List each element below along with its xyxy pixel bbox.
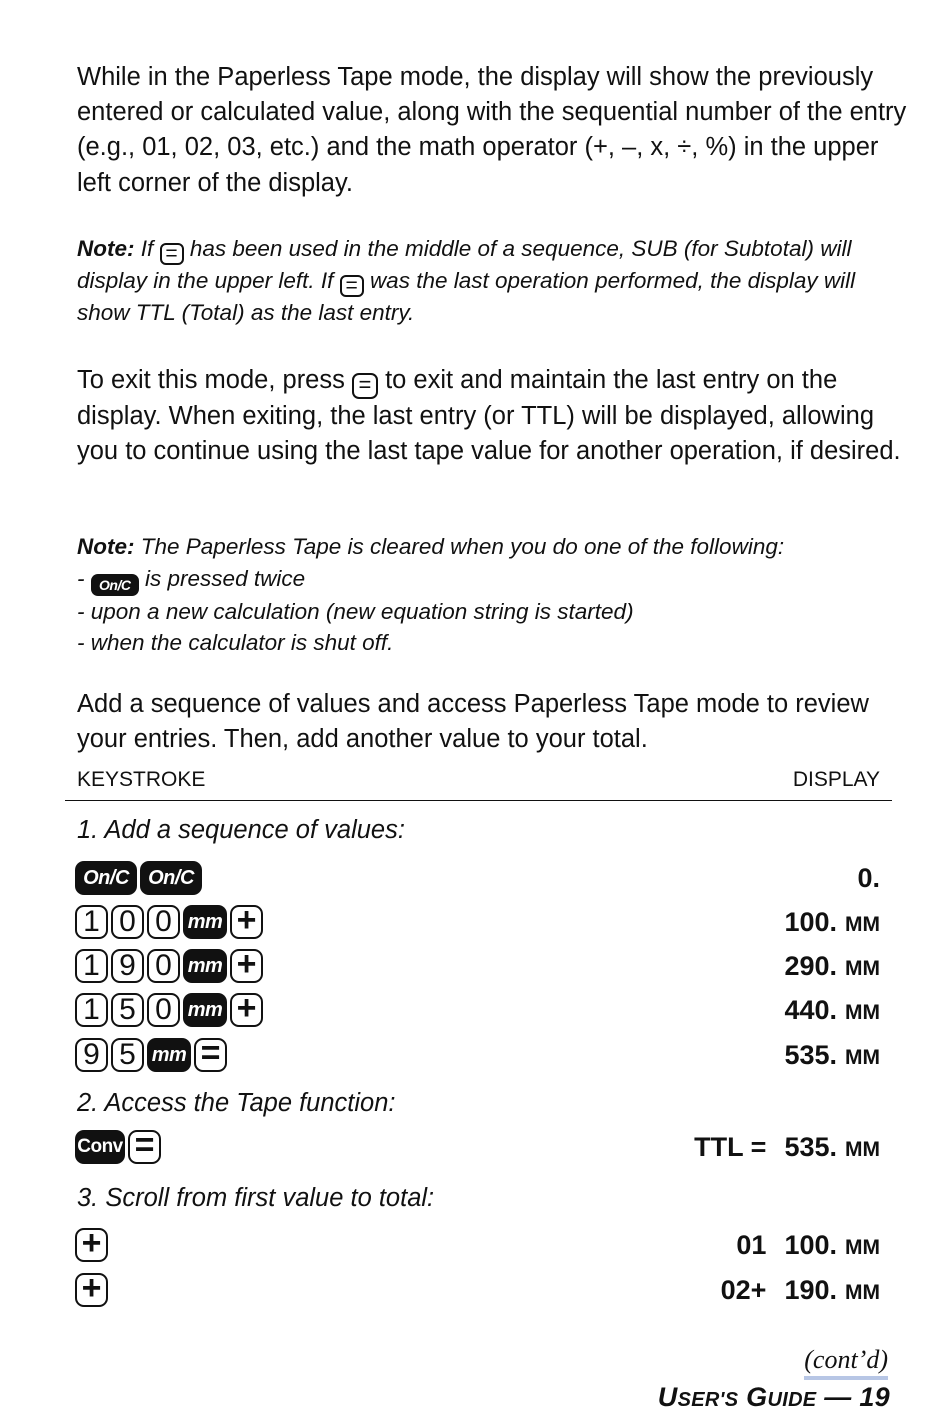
display-number: 100. <box>784 907 837 937</box>
plus-key-icon: + <box>75 1228 108 1262</box>
exit-text: to exit and maintain the last entry on the display. When exiting, the last entry (or TTL) will be displayed, allowing you to continue using the last tape value for another operation, if desired. <box>77 366 901 466</box>
display-value <box>784 1038 880 1072</box>
plus-key-icon: + <box>230 993 263 1027</box>
keystroke-sequence <box>75 945 263 983</box>
display-indicator: TTL = <box>694 1132 767 1162</box>
display-column-header: DISPLAY <box>792 768 880 791</box>
digit-5-key-icon: 5 <box>111 993 144 1027</box>
equals-key-icon: = <box>340 275 364 297</box>
note-item-prefix: - <box>77 565 85 591</box>
conv-key-icon: Conv <box>75 1130 125 1164</box>
display-value <box>736 1228 880 1262</box>
onc-key-icon: On/C <box>140 861 202 895</box>
keystroke-sequence <box>75 1269 108 1307</box>
table-header <box>77 768 880 794</box>
page-number: — 19 <box>816 1382 890 1412</box>
keystroke-sequence <box>75 861 202 895</box>
keystroke-sequence <box>75 1224 108 1262</box>
display-value <box>694 1130 880 1164</box>
note-label: Note: <box>77 236 135 261</box>
page-footer <box>658 1382 890 1413</box>
digit-9-key-icon: 9 <box>111 949 144 983</box>
display-value <box>784 949 880 983</box>
digit-0-key-icon: 0 <box>147 949 180 983</box>
plus-key-icon: + <box>75 1273 108 1307</box>
digit-1-key-icon: 1 <box>75 905 108 939</box>
display-unit: MM <box>845 1046 880 1069</box>
mm-key-icon: mm <box>183 993 227 1027</box>
exit-paragraph <box>77 363 907 469</box>
footer-text: U <box>657 1382 678 1412</box>
continued-marker: (cont’d) <box>804 1345 888 1380</box>
display-number: 440. <box>784 995 837 1025</box>
table-row <box>75 945 880 983</box>
table-row <box>75 989 880 1027</box>
step-3-label: 3. Scroll from first value to total: <box>77 1184 435 1212</box>
header-divider <box>65 800 892 801</box>
mm-key-icon: mm <box>183 905 227 939</box>
equals-key-icon: = <box>352 373 378 399</box>
footer-text: UIDE <box>767 1389 817 1411</box>
keystroke-sequence <box>75 1126 161 1164</box>
table-row <box>75 1034 880 1072</box>
equals-key-icon: = <box>128 1130 161 1164</box>
note-text: The Paperless Tape is cleared when you do one of the following: <box>140 534 785 559</box>
note-label: Note: <box>77 534 135 559</box>
display-number: 535. <box>784 1040 837 1070</box>
plus-key-icon: + <box>230 905 263 939</box>
display-number: 290. <box>784 951 837 981</box>
note-text: If <box>140 236 154 261</box>
keystroke-sequence <box>75 989 263 1027</box>
equals-key-icon: = <box>160 243 184 265</box>
table-row <box>75 1269 880 1307</box>
onc-key-icon: On/C <box>75 861 137 895</box>
note-text: has been used in the middle of a sequence, SUB (for Subtotal) will display in the upper left. If <box>77 236 852 293</box>
keystroke-sequence <box>75 901 263 939</box>
note-item: is pressed twice <box>145 565 306 591</box>
display-unit: MM <box>845 913 880 936</box>
display-indicator: 02+ <box>720 1275 767 1305</box>
note-subtotal <box>77 233 907 329</box>
display-value <box>784 905 880 939</box>
keystroke-sequence <box>75 1034 227 1072</box>
note-text: was the last operation performed, the display will show TTL (Total) as the last entry. <box>77 268 856 325</box>
footer-text: 'S <box>719 1389 739 1411</box>
footer-text: SER <box>677 1389 720 1411</box>
table-row <box>75 861 880 895</box>
display-number: 100. <box>784 1230 837 1260</box>
display-unit: MM <box>845 1001 880 1024</box>
display-value <box>721 1273 880 1307</box>
digit-0-key-icon: 0 <box>147 905 180 939</box>
note-clear-tape <box>77 531 907 659</box>
digit-0-key-icon: 0 <box>147 993 180 1027</box>
mm-key-icon: mm <box>147 1038 191 1072</box>
table-row <box>75 1224 880 1262</box>
table-row <box>75 901 880 939</box>
display-unit: MM <box>845 1281 880 1304</box>
digit-1-key-icon: 1 <box>75 949 108 983</box>
note-item: - upon a new calculation (new equation string is started) <box>77 598 634 624</box>
keystroke-column-header: KEYSTROKE <box>77 768 206 791</box>
digit-1-key-icon: 1 <box>75 993 108 1027</box>
display-value <box>784 993 880 1027</box>
intro-paragraph: While in the Paperless Tape mode, the display will show the previously entered or calculated value, along with the sequential number of the entry (e.g., 01, 02, 03, etc.) and the math operator (+, –, x, ÷, %) in the upper left corner of the display. <box>77 63 907 197</box>
digit-5-key-icon: 5 <box>111 1038 144 1072</box>
example-paragraph: Add a sequence of values and access Paperless Tape mode to review your entries. Then, add another value to your total. <box>77 690 869 754</box>
display-value <box>857 861 880 895</box>
exit-text: To exit this mode, press <box>77 366 345 394</box>
display-number: 535. <box>784 1132 837 1162</box>
display-number: 190. <box>784 1275 837 1305</box>
step-1-label: 1. Add a sequence of values: <box>77 816 405 844</box>
mm-key-icon: mm <box>183 949 227 983</box>
display-indicator: 01 <box>736 1230 767 1260</box>
display-number: 0. <box>857 863 880 893</box>
digit-9-key-icon: 9 <box>75 1038 108 1072</box>
plus-key-icon: + <box>230 949 263 983</box>
display-unit: MM <box>845 1138 880 1161</box>
display-unit: MM <box>845 1236 880 1259</box>
note-item: - when the calculator is shut off. <box>77 630 394 655</box>
onc-key-icon: On/C <box>91 574 139 596</box>
table-row <box>75 1126 880 1164</box>
footer-text: G <box>746 1382 768 1412</box>
equals-key-icon: = <box>194 1038 227 1072</box>
display-unit: MM <box>845 957 880 980</box>
step-2-label: 2. Access the Tape function: <box>77 1089 396 1117</box>
digit-0-key-icon: 0 <box>111 905 144 939</box>
